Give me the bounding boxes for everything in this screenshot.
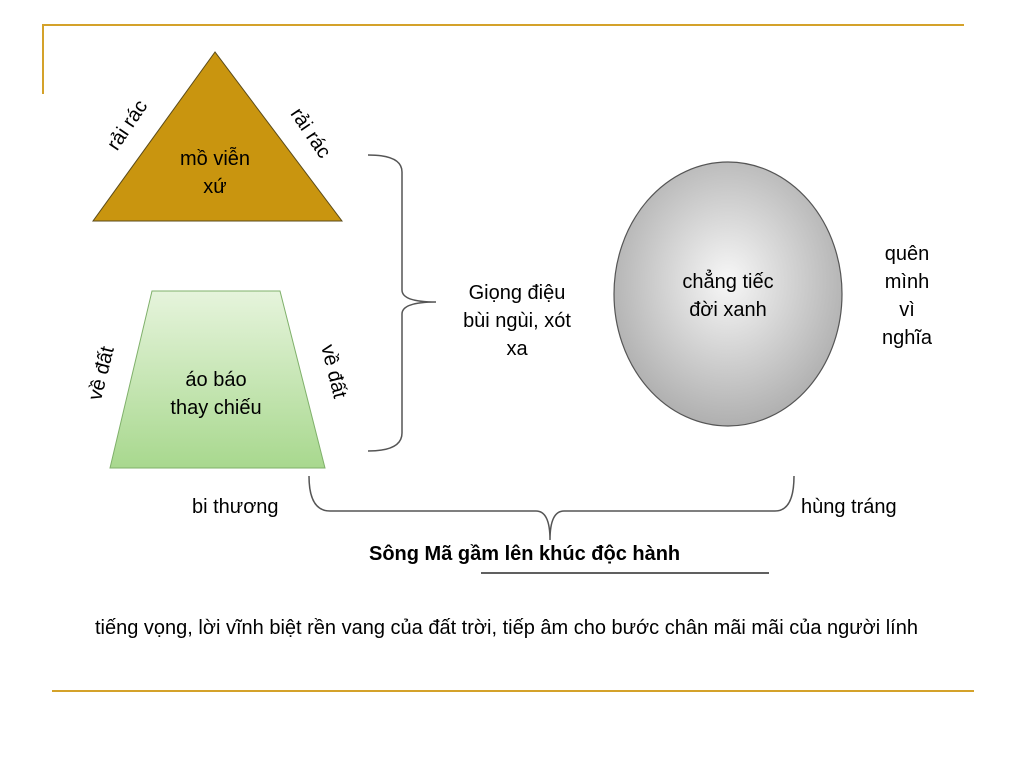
trapezoid-label: áo báo thay chiếu	[170, 369, 262, 419]
tone-label: Giọng điệu bùi ngùi, xót xa	[463, 282, 571, 360]
triangle-left-side-label: rải rác	[102, 96, 153, 155]
trapezoid-left-side-label: về đất	[84, 344, 119, 403]
circle-side-label: quên mình vì nghĩa	[881, 243, 933, 349]
circle-label: chẳng tiếc đời xanh	[682, 271, 774, 321]
right-brace	[368, 155, 436, 451]
bottom-brace	[309, 476, 794, 540]
bottom-right-label: hùng tráng	[801, 496, 897, 518]
conclusion-label: Sông Mã gầm lên khúc độc hành	[369, 543, 681, 565]
summary-text: tiếng vọng, lời vĩnh biệt rền vang của đất trời, tiếp âm cho bước chân mãi mãi của người lính	[95, 617, 918, 639]
trapezoid-right-side-label: về đất	[316, 342, 351, 401]
bottom-left-label: bi thương	[192, 496, 279, 518]
triangle-right-side-label: rải rác	[285, 104, 336, 163]
triangle-label: mồ viễn xứ	[179, 148, 251, 198]
